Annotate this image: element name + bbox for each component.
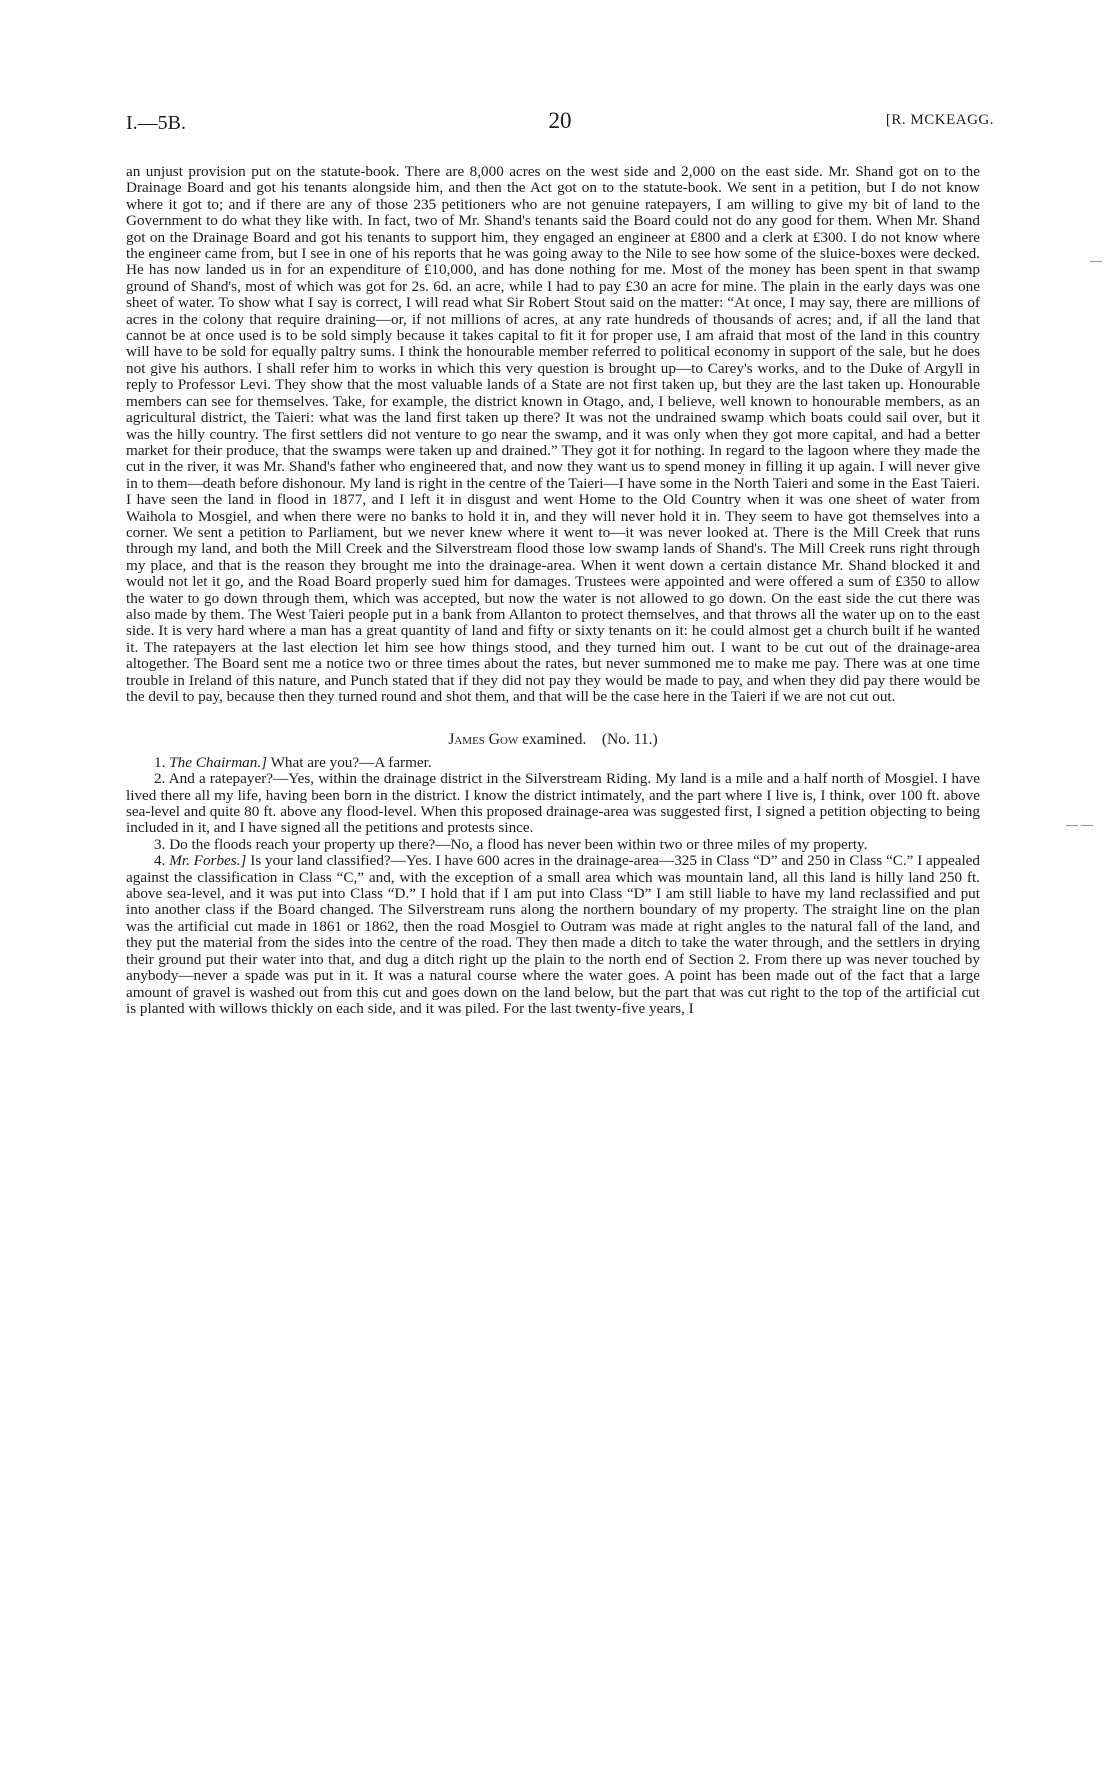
question-text: Do the floods reach your property up there?—No, a flood has never been within two or three miles of my property. xyxy=(169,835,868,853)
question-text: Is your land classified?—Yes. I have 600 acres in the drainage-area—325 in Class “D” and 250 in Class “C.” I appealed against the classification in Class “C,” and, with the exception of a small area which was mountain land, all this land is hilly land 250 ft. above sea-level, and it was put into Class “D.” I hold that if I am put into Class “D” I am still liable to have my land reclassified and put into another class if the Board changed. The Silverstream runs along the northern boundary of my property. The straight line on the plan was the artificial cut made in 1861 or 1862, then the road Mosgiel to Outram was made at right angles to the natural fall of the land, and they put the material from the sides into the centre of the road. They then made a ditch to take the water through, and the settlers in drying their ground put their water into that, and dug a ditch right up the plain to the north end of Section 2. From there up was never touched by anybody—never a spade was put in it. It was a natural course where the water goes. A point has been made out of the fact that a large amount of gravel is washed out from this cut and goes down on the land below, but the part that was cut right to the top of the artificial cut is planted with willows thickly on each side, and it was piled. For the last twenty-five years, I xyxy=(126,852,981,1017)
margin-mark: — — xyxy=(1066,817,1093,831)
section-heading xyxy=(126,732,980,748)
question-paragraph xyxy=(126,853,980,1017)
question-paragraph xyxy=(126,755,980,771)
question-number: 2. xyxy=(154,770,166,788)
question-number: 4. xyxy=(154,852,166,870)
question-paragraph xyxy=(126,771,980,837)
question-text: And a ratepayer?—Yes, within the drainage district in the Silverstream Riding. My land is a mile and a half north of Mosgiel. I have lived there all my life, having been born in the district. I know the district intimately, and the part where I live is, I think, over 100 ft. above sea-level and quite 80 ft. above any flood-level. When this proposed drainage-area was suggested first, I signed a petition objecting to being included in it, and I have signed all the petitions and protests since. xyxy=(126,770,980,837)
question-number: 3. xyxy=(154,835,166,853)
question-speaker: Mr. Forbes.] xyxy=(169,852,247,870)
section-heading-text: examined. xyxy=(522,731,587,749)
document-body xyxy=(126,164,980,1017)
page-number: 20 xyxy=(548,108,572,133)
page-header xyxy=(126,108,994,142)
header-witness-name: [R. MCKEAGG. xyxy=(885,112,994,128)
question-paragraph xyxy=(126,837,980,853)
margin-mark: — xyxy=(1090,253,1102,267)
header-reference: I.—5B. xyxy=(126,112,186,134)
body-paragraph: an unjust provision put on the statute-book. There are 8,000 acres on the west side and 2,000 on the east side. Mr. Shand got on to the Drainage Board and got his tenants alongside him, and then the Act got on to the statute-book. We sent in a petition, but I do not know where it got to; and if there are any of those 235 petitioners who are not genuine ratepayers, I am willing to give my bit of land to the Government to do what they like with. In fact, two of Mr. Shand's tenants said the Board could not do any good for them. When Mr. Shand got on the Drainage Board and got his tenants to support him, they engaged an engineer at £800 and a clerk at £300. I do not know where the engineer came from, but I see in one of his reports that he was going away to the Nile to see how some of the sluice-boxes were decked. He has now landed us in for an expenditure of £10,000, and has done nothing for me. Most of the money has been spent in that swamp ground of Shand's, most of which was got for 2s. 6d. an acre, while I had to pay £30 an acre for mine. The plain in the early days was one sheet of water. To show what I say is correct, I will read what Sir Robert Stout said on the matter: “At once, I may say, there are millions of acres in the colony that require draining—or, if not millions of acres, at any rate hundreds of thousands of acres; and, if all the land that cannot be at once used is to be sold simply because it takes capital to fit it for proper use, I am afraid that most of the land in this country will have to be sold for equally paltry sums. I think the honourable member referred to political economy in support of the sale, but he does not give his authors. I shall refer him to works in which this very question is brought up—to Carey's works, and to the Duke of Argyll in reply to Professor Levi. They show that the most valuable lands of a State are not first taken up, but they are the last taken up. Honourable members can see for themselves. Take, for example, the district known in Otago, and, I believe, well known to honourable members, as an agricultural district, the Taieri: what was the land first taken up there? It was not the undrained swamp which boats could sail over, but it was the hilly country. The first settlers did not venture to go near the swamp, and it was only when they got more capital, and had a better market for their produce, that the swamps were taken up and drained.” They got it for nothing. In regard to the lagoon where they made the cut in the river, it was Mr. Shand's father who engineered that, and now they want us to spend money in filling it up again. I will never give in to them—death before dishonour. My land is right in the centre of the Taieri—I have some in the North Taieri and some in the East Taieri. I have seen the land in flood in 1877, and I left it in disgust and went Home to the Old Country when it was one sheet of water from Waihola to Mosgiel, and when there were no banks to hold it in, and they will never hold it in. They seem to have got themselves into a corner. We sent a petition to Parliament, but we never knew where it went to—it was never looked at. There is the Mill Creek that runs through my land, and both the Mill Creek and the Silverstream flood those low swamp lands of Shand's. The Mill Creek runs right through my place, and that is the reason they brought me into the drainage-area. When it went down a certain distance Mr. Shand blocked it and would not let it go, and the Road Board properly sued him for damages. Trustees were appointed and were offered a sum of £350 to allow the water to go down through them, which was accepted, but now the water is not allowed to go down. On the east side the cut there was also made by them. The West Taieri people put in a bank from Allanton to protect themselves, and that throws all the water up on to the east side. It is very hard where a man has a great quantity of land and fifty or sixty tenants on it: he could almost get a church built if he wanted it. The ratepayers at the last election let him see how things stood, and they turned him out. I want to be cut out of the drainage-area altogether. The Board sent me a notice two or three times about the rates, but never summoned me to make me pay. There was at one time trouble in Ireland of this nature, and Punch stated that if they did not pay they would be made to pay, and when they did pay there would be the devil to pay, because then they turned round and shot them, and that will be the case here in the Taieri if we are not cut out. xyxy=(126,163,980,705)
question-number: 1. xyxy=(154,753,166,771)
witness-name: James Gow xyxy=(448,731,519,749)
question-text: What are you?—A farmer. xyxy=(267,753,432,771)
question-speaker: The Chairman.] xyxy=(169,753,268,771)
section-number: (No. 11.) xyxy=(601,731,658,749)
